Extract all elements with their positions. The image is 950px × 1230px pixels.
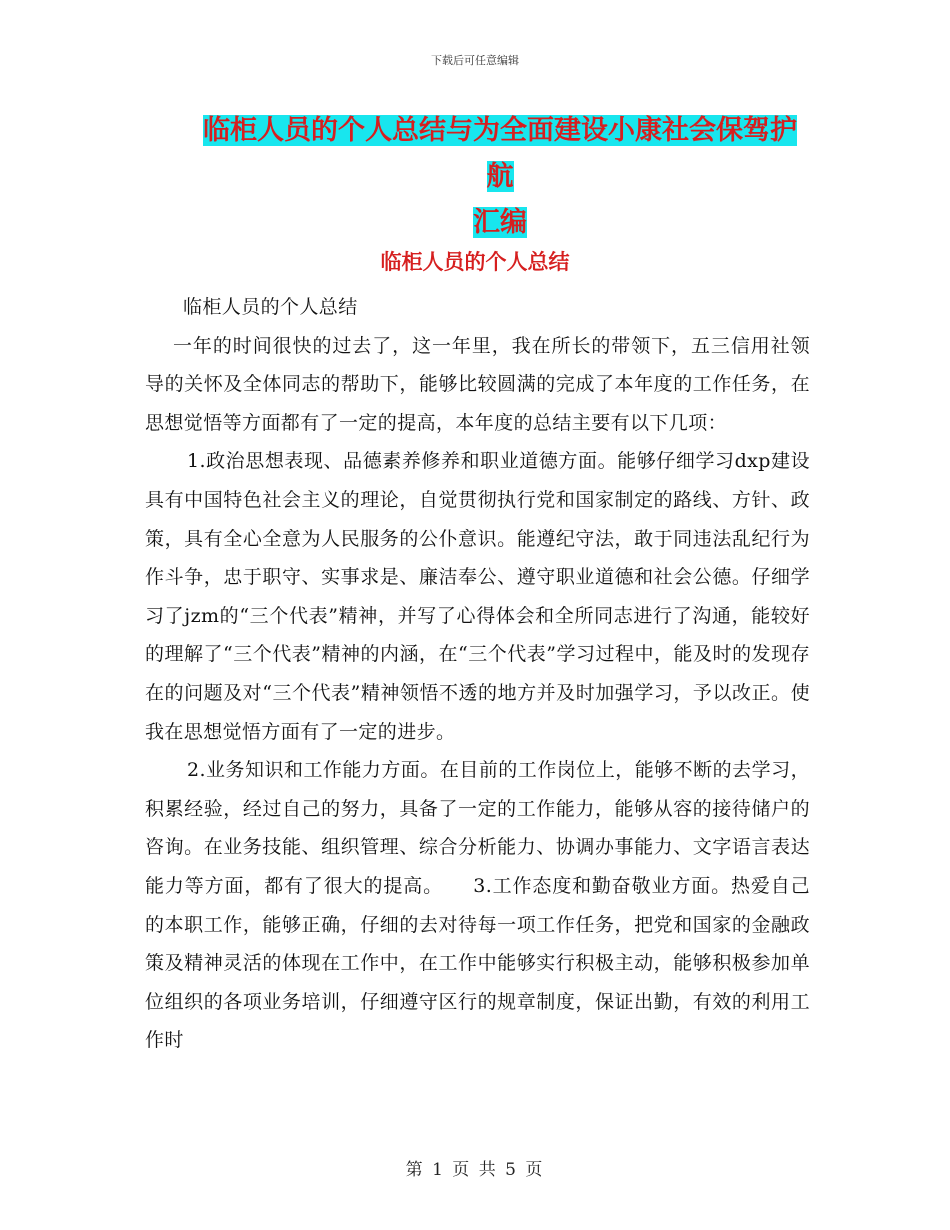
paragraph-item-1: 1.政治思想表现、品德素养修养和职业道德方面。能够仔细学习dxp建设具有中国特色社会主义的理论，自觉贯彻执行党和国家制定的路线、方针、政策，具有全心全意为人民服务的公仆意识。能遵纪守法，敢于同违法乱纪行为作斗争，忠于职守、实事求是、廉洁奉公、遵守职业道德和社会公德。仔细学习了jzm的“三个代表”精神，并写了心得体会和全所同志进行了沟通，能较好的理解了“三个代表”精神的内涵，在“三个代表”学习过程中，能及时的发现存在的问题及对“三个代表”精神领悟不透的地方并及时加强学习，予以改正。使我在思想觉悟方面有了一定的进步。 xyxy=(145,450,810,743)
document-title-line1: 临柜人员的个人总结与为全面建设小康社会保驾护航 xyxy=(203,115,797,192)
paragraph-item-2: 2.业务知识和工作能力方面。在目前的工作岗位上，能够不断的去学习，积累经验，经过自己的努力，具备了一定的工作能力，能够从容的接待储户的咨询。在业务技能、组织管理、综合分析能力、协调办事能力、文字语言表达能力等方面，都有了很大的提高。 3.工作态度和勤奋敬业方面。热爱自己的本职工作，能够正确，仔细的去对待每一项工作任务，把党和国家的金融政策及精神灵活的体现在工作中，在工作中能够实行积极主动，能够积极参加单位组织的各项业务培训，仔细遵守区行的规章制度，保证出勤，有效的利用工作时 xyxy=(145,759,810,1052)
page-number: 第 1 页 共 5 页 xyxy=(405,1160,545,1180)
paragraph-intro: 一年的时间很快的过去了，这一年里，我在所长的带领下，五三信用社领导的关怀及全体同志的帮助下，能够比较圆满的完成了本年度的工作任务，在思想觉悟等方面都有了一定的提高，本年度的总结主要有以下几项： xyxy=(145,334,810,434)
document-title-line2: 汇编 xyxy=(473,207,527,238)
document-body xyxy=(145,288,810,1060)
document-title xyxy=(190,108,810,246)
paragraph-heading: 临柜人员的个人总结 xyxy=(183,296,358,318)
page-header-note: 下载后可任意编辑 xyxy=(431,54,519,67)
section-heading: 临柜人员的个人总结 xyxy=(380,250,570,274)
